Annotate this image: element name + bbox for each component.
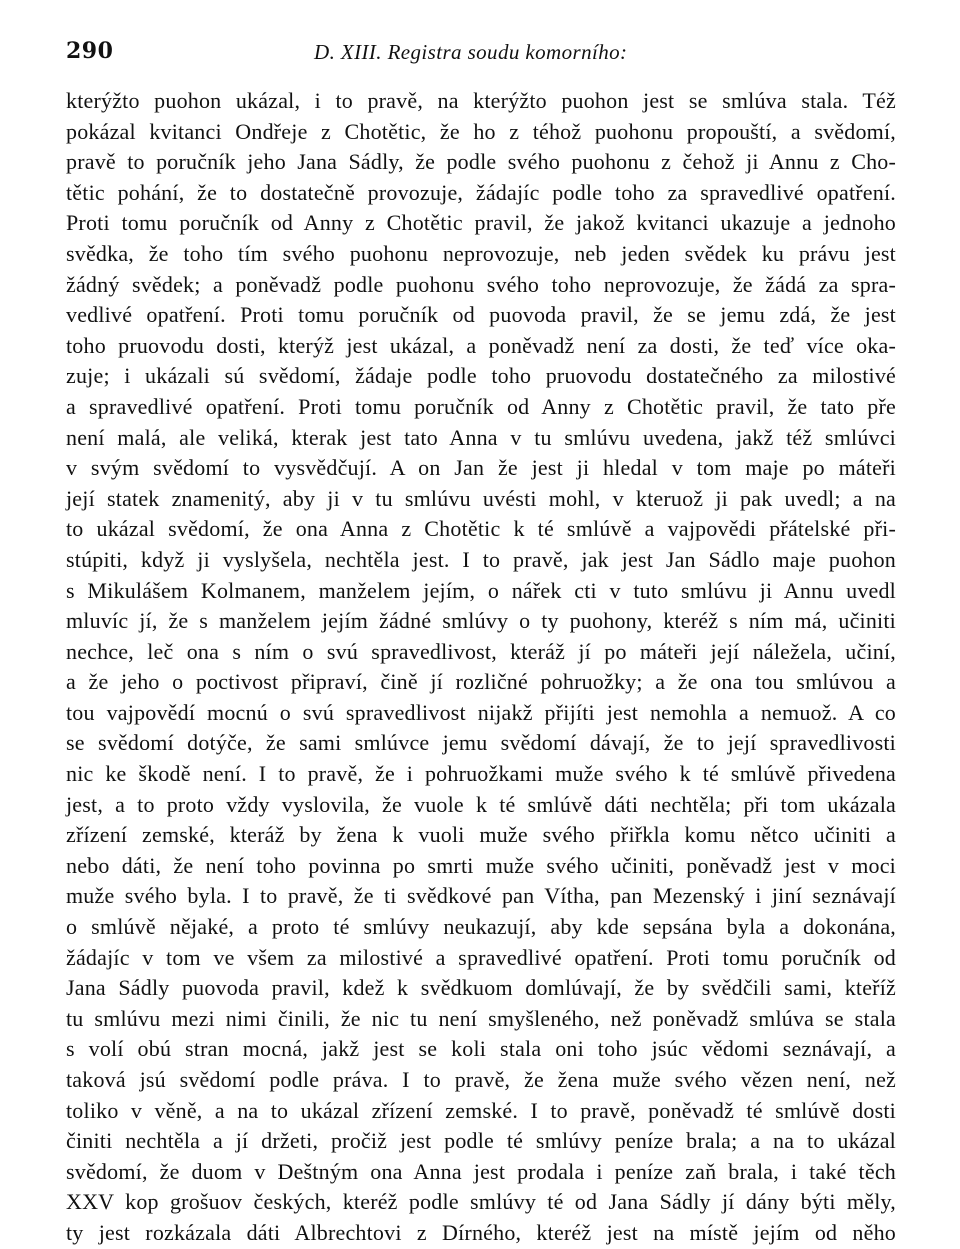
text-line: stúpiti, když ji vyslyšela, nechtěla jest. I to pravě, jak jest Jan Sádlo maje puohon <box>66 546 896 572</box>
text-line: pravě to poručník jeho Jana Sádly, že podle svého puohonu z čehož ji Annu z Cho- <box>66 149 896 175</box>
text-line: ty jest rozkázala dáti Albrechtovi z Dírného, kteréž jest na místě jejím od něho <box>66 1219 896 1245</box>
text-line: XXV kop grošuov českých, kteréž podle smlúvy té od Jana Sádly jí dány býti měly, <box>66 1189 896 1215</box>
text-line: jest, a to proto vždy vyslovila, že vuole k té smlúvě dáti nechtěla; při tom ukázala <box>66 791 896 817</box>
text-line: zřízení zemské, kteráž by žena k vuoli muže svého přiřkla komu nětco učiniti a <box>66 822 896 848</box>
page-number: 290 <box>66 38 114 64</box>
text-line: nechce, leč ona s ním o svú spravedlivost, kteráž jí po máteři její náležela, učiní, <box>66 638 896 664</box>
text-line: tou vajpovědí mocnú o svú spravedlivost nijakž přijíti jest nemohla a nemuož. A co <box>66 699 896 725</box>
text-line: a spravedlivé opatření. Proti tomu poručník od Anny z Chotětic pravil, že tato pře <box>66 393 896 419</box>
text-line: žádajíc v tom ve všem za milostivé a spravedlivé opatření. Proti tomu poručník od <box>66 944 896 970</box>
text-line: pokázal kvitanci Ondřeje z Chotětic, že ho z téhož puohonu propouští, a svědomí, <box>66 118 896 144</box>
text-line: mluvíc jí, že s manželem jejím žádné smlúvy o ty puohony, kteréž s ním má, učiniti <box>66 608 896 634</box>
text-line: nebo dáti, že není toho povinna po smrti muže svého učiniti, poněvadž jest v moci <box>66 852 896 878</box>
text-line: Jana Sádly puovoda pravil, kdež k svědkuom domlúvají, že by svědčili sami, kteříž <box>66 975 896 1001</box>
text-line: s volí obú stran mocná, jakž jest se koli stala oni toho jsúc vědomi seznávají, a <box>66 1036 896 1062</box>
text-line: žádný svědek; a poněvadž podle puohonu svého toho neprovozuje, že žádá za spra- <box>66 271 896 297</box>
text-line: se svědomí dotýče, že sami smlúvce jemu svědomí dávají, že to její spravedlivosti <box>66 730 896 756</box>
text-line: kterýžto puohon ukázal, i to pravě, na kterýžto puohon jest se smlúva stala. Též <box>66 88 896 113</box>
running-head: D. XIII. Registra soudu komorního: <box>314 40 628 64</box>
text-line: nic ke škodě není. I to pravě, že i pohruožkami muže svého k té smlúvě přivedena <box>66 761 896 787</box>
text-line: v svým svědomí to vysvědčují. A on Jan že jest ji hledal v tom maje po máteři <box>66 455 896 481</box>
text-line: tu smlúvu mezi nimi činili, že nic tu není smyšleného, než poněvadž smlúva se stala <box>66 1005 896 1031</box>
text-line: o smlúvě nějaké, a proto té smlúvy neukazují, aby kde sepsána byla a dokonána, <box>66 914 896 940</box>
text-line: taková jsú svědomí podle práva. I to pravě, že žena muže svého vězen není, než <box>66 1067 896 1092</box>
text-line: toliko v věně, a na to ukázal zřízení zemské. I to pravě, poněvadž té smlúvě dosti <box>66 1097 896 1123</box>
text-line: Proti tomu poručník od Anny z Chotětic pravil, že jakož kvitanci ukazuje a jednoho <box>66 210 896 236</box>
text-line: muže svého byla. I to pravě, že ti svědkové pan Vítha, pan Mezenský i jiní seznávají <box>66 883 896 909</box>
text-line: tětic pohání, že to dostatečně provozuje, žádajíc podle toho za spravedlivé opatření. <box>66 179 896 205</box>
text-line: toho pruovodu dosti, kterýž jest ukázal, a poněvadž není za dosti, že teď více oka- <box>66 332 896 358</box>
text-line: zuje; i ukázali sú svědomí, žádaje podle toho pruovodu dostatečného za milostivé <box>66 363 896 389</box>
text-line: svědomí, že duom v Deštným ona Anna jest prodala i peníze zaň brala, i také těch <box>66 1158 896 1184</box>
text-line: není malá, ale veliká, kterak jest tato Anna v tu smlúvu uvedena, jakž též smlúvci <box>66 424 896 450</box>
text-line: vedlivé opatření. Proti tomu poručník od puovoda pravil, že se jemu zdá, že jest <box>66 302 896 328</box>
text-line: s Mikulášem Kolmanem, manželem jejím, o nářek cti v tuto smlúvu ji Annu uvedl <box>66 577 896 603</box>
text-line: a že jeho o poctivost připraví, čině jí rozličné pohruožky; a že ona tou smlúvou a <box>66 669 896 695</box>
body-text <box>66 86 896 1249</box>
text-line: její statek znamenitý, aby ji v tu smlúvu uvésti mohl, v kteruož ji pak uvedl; a na <box>66 485 896 511</box>
text-line: činiti nechtěla a jí držeti, pročiž jest podle té smlúvy peníze brala; a na to ukázal <box>66 1128 896 1154</box>
text-line: to ukázal svědomí, že ona Anna z Chotětic k té smlúvě a vajpovědi přátelské při- <box>66 516 896 542</box>
page-header <box>66 38 896 68</box>
text-line: svědka, že toho tím svého puohonu neprovozuje, neb jeden svědek ku právu jest <box>66 240 896 266</box>
